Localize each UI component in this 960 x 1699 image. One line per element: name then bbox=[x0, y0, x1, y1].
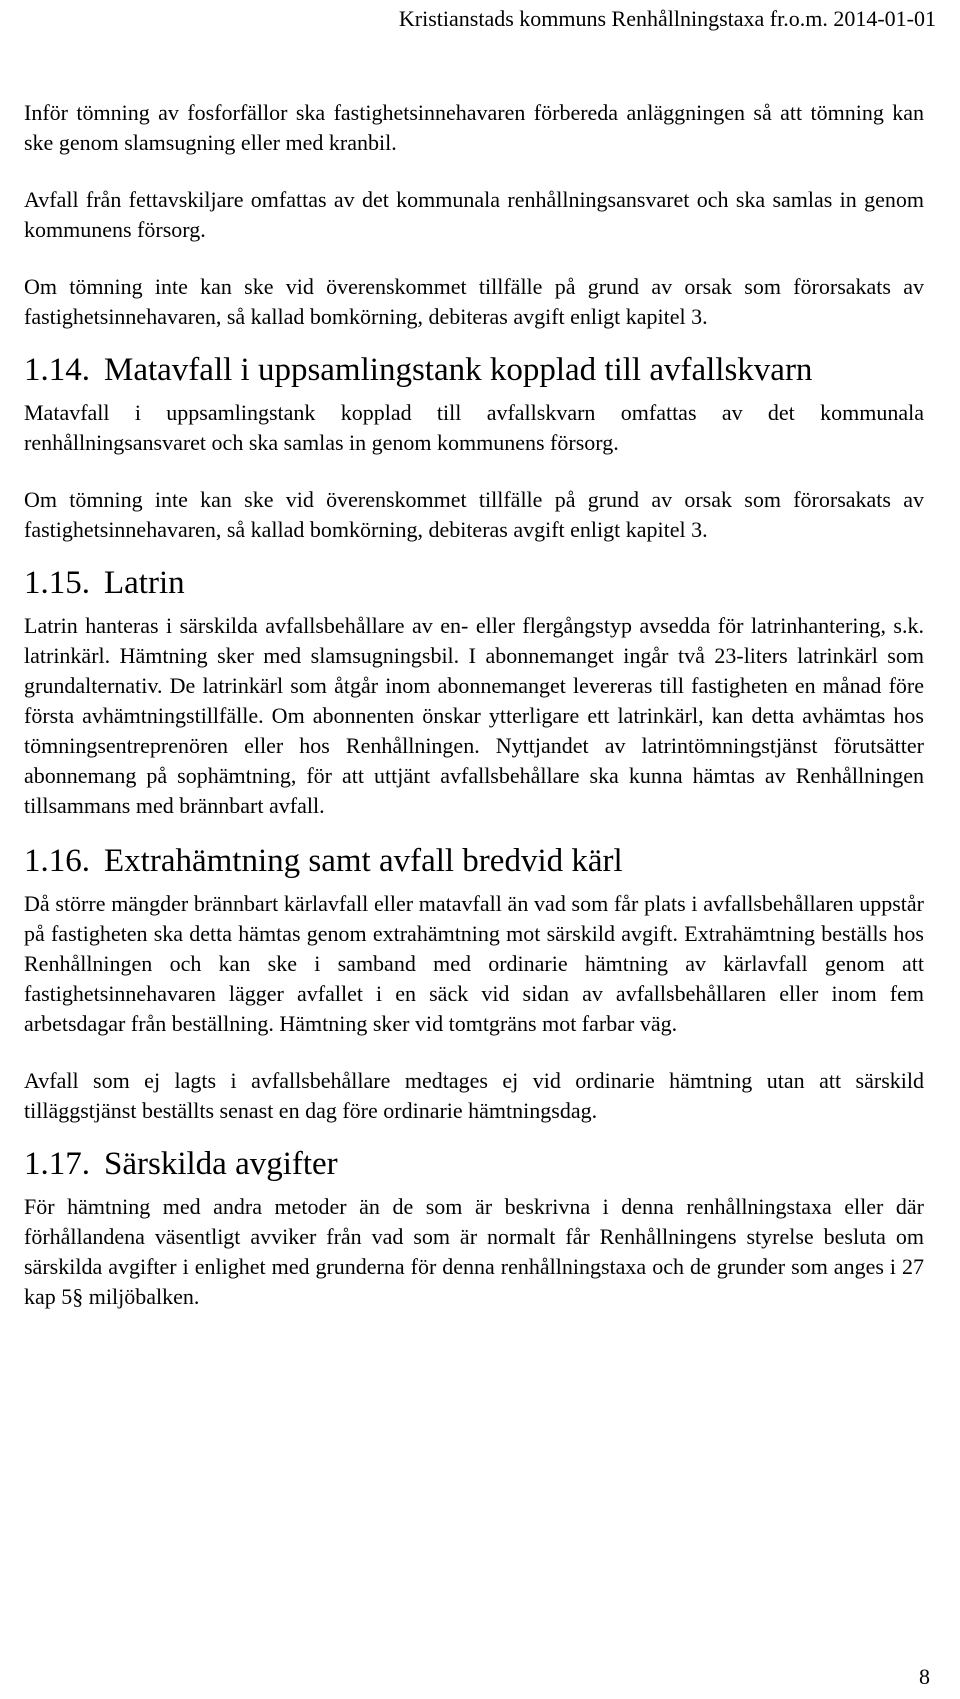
section-number: 1.17. bbox=[24, 1146, 90, 1182]
section-title: Latrin bbox=[104, 565, 185, 601]
section-paragraph: Om tömning inte kan ske vid överenskommet tillfälle på grund av orsak som förorsakats av fastighetsinnehavaren, så kallad bomkörning, debiteras avgift enligt kapitel 3. bbox=[24, 487, 924, 542]
section-title: Matavfall i uppsamlingstank kopplad till avfallskvarn bbox=[104, 352, 813, 388]
section-title: Extrahämtning samt avfall bredvid kärl bbox=[104, 843, 623, 879]
section-number: 1.14. bbox=[24, 352, 90, 388]
section-paragraph: Latrin hanteras i särskilda avfallsbehållare av en- eller flergångstyp avsedda för latrinhantering, s.k. latrinkärl. Hämtning sker med slamsugningsbil. I abonnemanget ingår två 23-liters latrinkärl som grundalternativ. De latrinkärl som åtgår inom abonnemanget levereras till fastigheten en månad före första avhämtningstillfälle. Om abonnenten önskar ytterligare ett latrinkärl, kan detta avhämtas hos tömningsentreprenören eller hos Renhållningen. Nyttjandet av latrintömningstjänst förutsätter abonnemang på sophämtning, för att uttjänt avfallsbehållare ska kunna hämtas av Renhållningen tillsammans med brännbart avfall. bbox=[24, 613, 924, 818]
section-1-17 bbox=[24, 1144, 924, 1312]
section-number: 1.15. bbox=[24, 565, 90, 601]
page-content bbox=[24, 98, 924, 1339]
section-1-15 bbox=[24, 563, 924, 821]
intro-paragraph: Om tömning inte kan ske vid överenskommet tillfälle på grund av orsak som förorsakats av fastighetsinnehavaren, så kallad bomkörning, debiteras avgift enligt kapitel 3. bbox=[24, 274, 924, 329]
section-paragraph: För hämtning med andra metoder än de som är beskrivna i denna renhållningstaxa eller där förhållandena väsentligt avviker från vad som är normalt får Renhållningens styrelse besluta om särskilda avgifter i enlighet med grunderna för denna renhållningstaxa och de grunder som anges i 27 kap 5§ miljöbalken. bbox=[24, 1194, 924, 1309]
intro-paragraph: Avfall från fettavskiljare omfattas av det kommunala renhållningsansvaret och ska samlas in genom kommunens försorg. bbox=[24, 187, 924, 242]
section-1-14 bbox=[24, 350, 924, 545]
running-header: Kristianstads kommuns Renhållningstaxa fr.o.m. 2014-01-01 bbox=[398, 6, 936, 31]
page-number: 8 bbox=[919, 1664, 930, 1689]
section-heading bbox=[24, 1144, 924, 1184]
section-title: Särskilda avgifter bbox=[104, 1146, 338, 1182]
section-paragraph: Avfall som ej lagts i avfallsbehållare medtages ej vid ordinarie hämtning utan att särskild tilläggstjänst beställts senast en dag före ordinarie hämtningsdag. bbox=[24, 1068, 924, 1123]
section-heading bbox=[24, 841, 924, 881]
section-heading bbox=[24, 350, 924, 390]
section-heading bbox=[24, 563, 924, 603]
section-number: 1.16. bbox=[24, 843, 90, 879]
section-paragraph: Då större mängder brännbart kärlavfall eller matavfall än vad som får plats i avfallsbehållaren uppstår på fastigheten ska detta hämtas genom extrahämtning mot särskild avgift. Extrahämtning beställs hos Renhållningen och kan ske i samband med ordinarie hämtning av kärlavfall genom att fastighetsinnehavaren lägger avfallet i en säck vid sidan av avfallsbehållaren eller inom fem arbetsdagar från beställning. Hämtning sker vid tomtgräns mot farbar väg. bbox=[24, 891, 924, 1036]
section-1-16 bbox=[24, 841, 924, 1126]
section-paragraph: Matavfall i uppsamlingstank kopplad till avfallskvarn omfattas av det kommunala renhållningsansvaret och ska samlas in genom kommunens försorg. bbox=[24, 400, 924, 455]
intro-paragraph: Inför tömning av fosforfällor ska fastighetsinnehavaren förbereda anläggningen så att tömning kan ske genom slamsugning eller med kranbil. bbox=[24, 100, 924, 155]
